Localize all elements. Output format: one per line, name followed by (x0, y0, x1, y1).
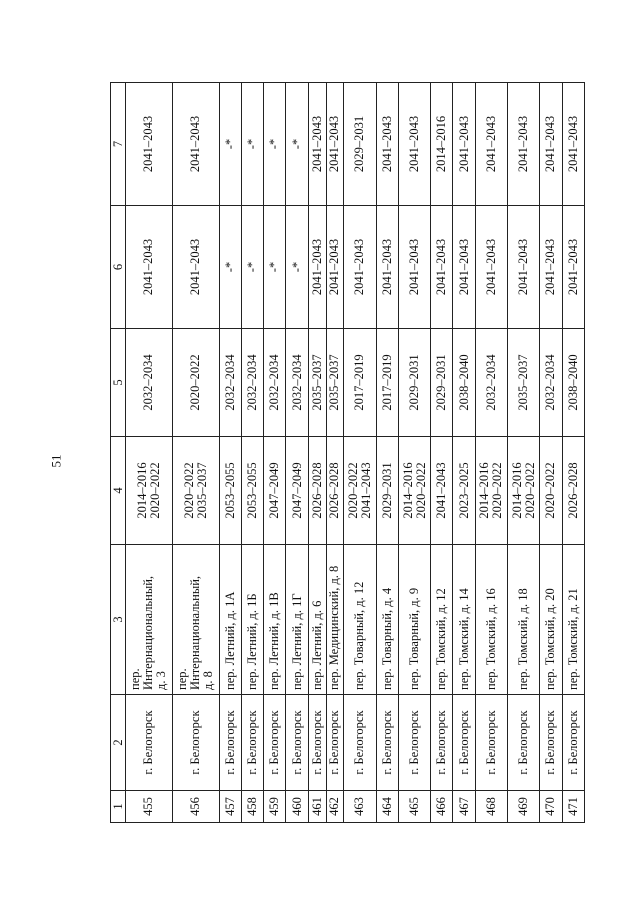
cell-city: г. Белогорск (376, 695, 398, 791)
cell-address-line: пер. Томский, д. 18 (516, 588, 531, 690)
cell-col-7 (264, 83, 286, 206)
cell-address (326, 545, 344, 695)
cell-address-line: пер. Товарный, д. 12 (352, 581, 367, 690)
cell-address (126, 545, 173, 695)
cell-col-6 (326, 206, 344, 329)
cell-col-6-line: 2041–2043 (188, 238, 203, 296)
cell-col-7 (376, 83, 398, 206)
cell-address-line: пер. Томский, д. 21 (565, 588, 580, 690)
rotated-table-wrapper (110, 83, 585, 823)
table-row (376, 83, 398, 823)
cell-col-4 (508, 437, 540, 545)
cell-col-6 (376, 206, 398, 329)
cell-col-4-line: 2014–2016 (400, 462, 415, 519)
table-row (398, 83, 430, 823)
cell-col-7-line: -* (222, 138, 237, 150)
cell-col-4-line: 2047–2049 (289, 462, 304, 519)
cell-col-5-line: 2017–2019 (352, 354, 367, 411)
cell-col-7-line: -* (267, 138, 282, 150)
table-header (111, 83, 126, 823)
cell-address-line: пер. Томский, д. 12 (434, 588, 449, 690)
cell-col-5 (126, 329, 173, 437)
cell-col-4-line: 2023–2025 (456, 462, 471, 519)
cell-col-5 (344, 329, 376, 437)
cell-address (308, 545, 326, 695)
table-row (453, 83, 475, 823)
table-row (172, 83, 219, 823)
cell-col-4-line: 2014–2016 (477, 462, 492, 519)
cell-col-4 (308, 437, 326, 545)
cell-col-5 (172, 329, 219, 437)
cell-col-5 (431, 329, 453, 437)
cell-col-6 (475, 206, 507, 329)
cell-number: 455 (126, 791, 173, 823)
table-row (431, 83, 453, 823)
cell-col-6-line: 2041–2043 (352, 238, 367, 296)
cell-col-7 (540, 83, 562, 206)
table-row (264, 83, 286, 823)
cell-city: г. Белогорск (308, 695, 326, 791)
cell-col-7-line: 2041–2043 (188, 115, 203, 173)
cell-col-4 (540, 437, 562, 545)
cell-address (286, 545, 308, 695)
table-row (126, 83, 173, 823)
cell-city: г. Белогорск (540, 695, 562, 791)
cell-col-6 (241, 206, 263, 329)
cell-number: 467 (453, 791, 475, 823)
table-row (508, 83, 540, 823)
cell-col-5 (540, 329, 562, 437)
cell-col-7-line: 2014–2016 (434, 115, 449, 173)
cell-col-5-line: 2038–2040 (565, 354, 580, 411)
cell-address-line: пер. Летний, д. 1А (222, 591, 237, 690)
cell-col-4 (398, 437, 430, 545)
cell-address (562, 545, 584, 695)
cell-address-line: пер. Летний, д. 6 (309, 600, 324, 690)
cell-col-4 (172, 437, 219, 545)
cell-number: 471 (562, 791, 584, 823)
cell-col-4-line: 2047–2049 (267, 462, 282, 519)
cell-col-7 (453, 83, 475, 206)
cell-number: 457 (219, 791, 241, 823)
cell-col-6 (286, 206, 308, 329)
table-row (326, 83, 344, 823)
table-row (219, 83, 241, 823)
cell-col-5 (241, 329, 263, 437)
cell-col-5-line: 2029–2031 (434, 354, 449, 411)
cell-col-6-line: 2041–2043 (456, 238, 471, 296)
cell-col-7 (286, 83, 308, 206)
cell-col-4-line: 2020–2022 (490, 462, 505, 519)
cell-col-5-line: 2032–2034 (141, 354, 156, 411)
cell-number: 470 (540, 791, 562, 823)
cell-col-5-line: 2032–2034 (244, 354, 259, 411)
cell-number: 468 (475, 791, 507, 823)
table-row (286, 83, 308, 823)
cell-col-7-line: 2041–2043 (327, 115, 342, 173)
cell-col-4-line: 2020–2022 (345, 462, 360, 519)
cell-address-line: д. 3 (154, 671, 169, 690)
cell-col-7-line: 2041–2043 (456, 115, 471, 173)
cell-col-4-line: 2053–2055 (244, 462, 259, 519)
header-col-1: 1 (111, 791, 126, 823)
cell-col-5 (475, 329, 507, 437)
cell-col-4 (286, 437, 308, 545)
table-row (475, 83, 507, 823)
cell-col-4-line: 2029–2031 (379, 462, 394, 519)
cell-address (344, 545, 376, 695)
cell-address-line: Интернациональный, (141, 575, 156, 690)
cell-col-4-line: 2020–2022 (181, 462, 196, 519)
cell-city: г. Белогорск (398, 695, 430, 791)
cell-address-line: пер. Товарный, д. 4 (379, 587, 394, 690)
cell-col-4 (219, 437, 241, 545)
cell-col-7 (241, 83, 263, 206)
cell-col-7-line: 2041–2043 (565, 115, 580, 173)
cell-city: г. Белогорск (264, 695, 286, 791)
cell-col-6-line: 2041–2043 (309, 238, 324, 296)
cell-col-7-line: 2029–2031 (352, 115, 367, 173)
header-col-5: 5 (111, 329, 126, 437)
cell-col-4-line: 2053–2055 (222, 462, 237, 519)
cell-address-line: пер. Томский, д. 16 (483, 588, 498, 690)
cell-col-4-line: 2026–2028 (327, 462, 342, 519)
cell-address-line: пер. Медицинский, д. 8 (327, 565, 342, 690)
cell-col-6 (344, 206, 376, 329)
cell-col-7-line: 2041–2043 (407, 115, 422, 173)
cell-col-7-line: 2041–2043 (483, 115, 498, 173)
cell-col-6 (398, 206, 430, 329)
cell-col-5 (264, 329, 286, 437)
cell-col-5 (326, 329, 344, 437)
cell-col-7 (508, 83, 540, 206)
cell-address (219, 545, 241, 695)
cell-number: 462 (326, 791, 344, 823)
table-row (344, 83, 376, 823)
cell-col-6 (219, 206, 241, 329)
cell-col-4 (126, 437, 173, 545)
cell-col-6 (540, 206, 562, 329)
cell-address (508, 545, 540, 695)
cell-col-4 (475, 437, 507, 545)
header-col-4: 4 (111, 437, 126, 545)
table-row (241, 83, 263, 823)
cell-city: г. Белогорск (453, 695, 475, 791)
header-col-3: 3 (111, 545, 126, 695)
cell-col-7 (431, 83, 453, 206)
cell-address-line: пер. Летний, д. 1В (267, 592, 282, 690)
cell-col-4-line: 2020–2022 (413, 462, 428, 519)
cell-col-4-line: 2041–2043 (434, 462, 449, 519)
cell-address (264, 545, 286, 695)
cell-col-4 (431, 437, 453, 545)
cell-col-7 (219, 83, 241, 206)
table-body (126, 83, 585, 823)
cell-address (540, 545, 562, 695)
cell-col-7 (562, 83, 584, 206)
cell-col-4-line: 2026–2028 (309, 462, 324, 519)
cell-col-5-line: 2032–2034 (267, 354, 282, 411)
cell-col-6-line: -* (244, 261, 259, 273)
cell-address (453, 545, 475, 695)
cell-address-line: Интернациональный, (188, 575, 203, 690)
cell-col-6-line: 2041–2043 (141, 238, 156, 296)
header-col-7: 7 (111, 83, 126, 206)
cell-col-7 (398, 83, 430, 206)
cell-col-4 (344, 437, 376, 545)
cell-address-line: пер. Летний, д. 1Г (289, 593, 304, 690)
cell-col-4 (453, 437, 475, 545)
cell-col-6-line: 2041–2043 (327, 238, 342, 296)
cell-number: 459 (264, 791, 286, 823)
cell-col-5 (219, 329, 241, 437)
cell-col-6-line: 2041–2043 (516, 238, 531, 296)
cell-col-6-line: 2041–2043 (407, 238, 422, 296)
cell-col-5-line: 2017–2019 (379, 354, 394, 411)
cell-col-7-line: 2041–2043 (516, 115, 531, 173)
cell-col-7 (308, 83, 326, 206)
table-row (540, 83, 562, 823)
cell-number: 464 (376, 791, 398, 823)
cell-number: 466 (431, 791, 453, 823)
cell-col-5-line: 2032–2034 (222, 354, 237, 411)
cell-address-line: пер. (128, 668, 143, 690)
cell-number: 461 (308, 791, 326, 823)
cell-col-7-line: 2041–2043 (379, 115, 394, 173)
cell-col-4-line: 2014–2016 (509, 462, 524, 519)
cell-city: г. Белогорск (431, 695, 453, 791)
cell-col-4-line: 2041–2043 (358, 462, 373, 519)
cell-col-6-line: 2041–2043 (543, 238, 558, 296)
cell-col-5-line: 2029–2031 (407, 354, 422, 411)
cell-address (172, 545, 219, 695)
cell-col-5-line: 2038–2040 (456, 354, 471, 411)
cell-number: 456 (172, 791, 219, 823)
cell-col-6-line: -* (222, 261, 237, 273)
cell-col-6-line: 2041–2043 (565, 238, 580, 296)
cell-col-6-line: 2041–2043 (379, 238, 394, 296)
cell-col-7 (172, 83, 219, 206)
cell-col-4 (264, 437, 286, 545)
cell-address (241, 545, 263, 695)
cell-col-5 (453, 329, 475, 437)
cell-city: г. Белогорск (241, 695, 263, 791)
cell-col-4 (376, 437, 398, 545)
cell-col-5-line: 2032–2034 (483, 354, 498, 411)
cell-col-6-line: 2041–2043 (483, 238, 498, 296)
cell-address (475, 545, 507, 695)
cell-number: 463 (344, 791, 376, 823)
cell-col-5 (562, 329, 584, 437)
cell-city: г. Белогорск (286, 695, 308, 791)
cell-col-5-line: 2032–2034 (289, 354, 304, 411)
cell-col-7-line: 2041–2043 (141, 115, 156, 173)
cell-number: 460 (286, 791, 308, 823)
cell-col-7-line: -* (244, 138, 259, 150)
cell-col-6 (453, 206, 475, 329)
cell-col-4-line: 2014–2016 (134, 462, 149, 519)
cell-address-line: пер. Томский, д. 20 (543, 588, 558, 690)
cell-col-5 (398, 329, 430, 437)
cell-address-line: д. 8 (201, 671, 216, 690)
cell-col-5-line: 2035–2037 (327, 354, 342, 411)
cell-address (398, 545, 430, 695)
cell-city: г. Белогорск (475, 695, 507, 791)
cell-col-5 (308, 329, 326, 437)
cell-col-5 (508, 329, 540, 437)
cell-city: г. Белогорск (126, 695, 173, 791)
page-number: 51 (48, 454, 64, 468)
cell-col-5-line: 2035–2037 (516, 354, 531, 411)
cell-city: г. Белогорск (508, 695, 540, 791)
header-col-6: 6 (111, 206, 126, 329)
cell-col-6 (508, 206, 540, 329)
cell-col-7-line: 2041–2043 (543, 115, 558, 173)
cell-col-6-line: 2041–2043 (434, 238, 449, 296)
cell-col-6-line: -* (267, 261, 282, 273)
cell-number: 458 (241, 791, 263, 823)
cell-number: 465 (398, 791, 430, 823)
cell-col-7 (475, 83, 507, 206)
cell-col-5-line: 2032–2034 (543, 354, 558, 411)
cell-col-4 (562, 437, 584, 545)
cell-col-7 (344, 83, 376, 206)
cell-col-6 (264, 206, 286, 329)
cell-col-5 (286, 329, 308, 437)
cell-col-4-line: 2020–2022 (522, 462, 537, 519)
cell-col-4-line: 2026–2028 (565, 462, 580, 519)
cell-city: г. Белогорск (562, 695, 584, 791)
table-row (308, 83, 326, 823)
cell-address-line: пер. Томский, д. 14 (456, 588, 471, 690)
cell-col-6 (172, 206, 219, 329)
cell-col-7 (126, 83, 173, 206)
header-col-2: 2 (111, 695, 126, 791)
cell-col-6-line: -* (289, 261, 304, 273)
cell-col-7-line: 2041–2043 (309, 115, 324, 173)
table-row (562, 83, 584, 823)
cell-city: г. Белогорск (326, 695, 344, 791)
cell-col-7-line: -* (289, 138, 304, 150)
cell-col-4-line: 2020–2022 (147, 462, 162, 519)
cell-col-4-line: 2035–2037 (194, 462, 209, 519)
cell-col-6 (308, 206, 326, 329)
cell-col-7 (326, 83, 344, 206)
schedule-table (110, 82, 585, 823)
cell-col-4-line: 2020–2022 (543, 462, 558, 519)
cell-col-4 (326, 437, 344, 545)
cell-city: г. Белогорск (172, 695, 219, 791)
cell-col-6 (431, 206, 453, 329)
cell-col-5 (376, 329, 398, 437)
cell-address-line: пер. Товарный, д. 9 (407, 587, 422, 690)
cell-col-6 (562, 206, 584, 329)
cell-address (431, 545, 453, 695)
cell-city: г. Белогорск (219, 695, 241, 791)
cell-number: 469 (508, 791, 540, 823)
cell-address (376, 545, 398, 695)
cell-col-6 (126, 206, 173, 329)
cell-city: г. Белогорск (344, 695, 376, 791)
cell-col-4 (241, 437, 263, 545)
cell-col-5-line: 2035–2037 (309, 354, 324, 411)
cell-address-line: пер. (175, 668, 190, 690)
cell-address-line: пер. Летний, д. 1Б (244, 593, 259, 690)
cell-col-5-line: 2020–2022 (188, 354, 203, 411)
